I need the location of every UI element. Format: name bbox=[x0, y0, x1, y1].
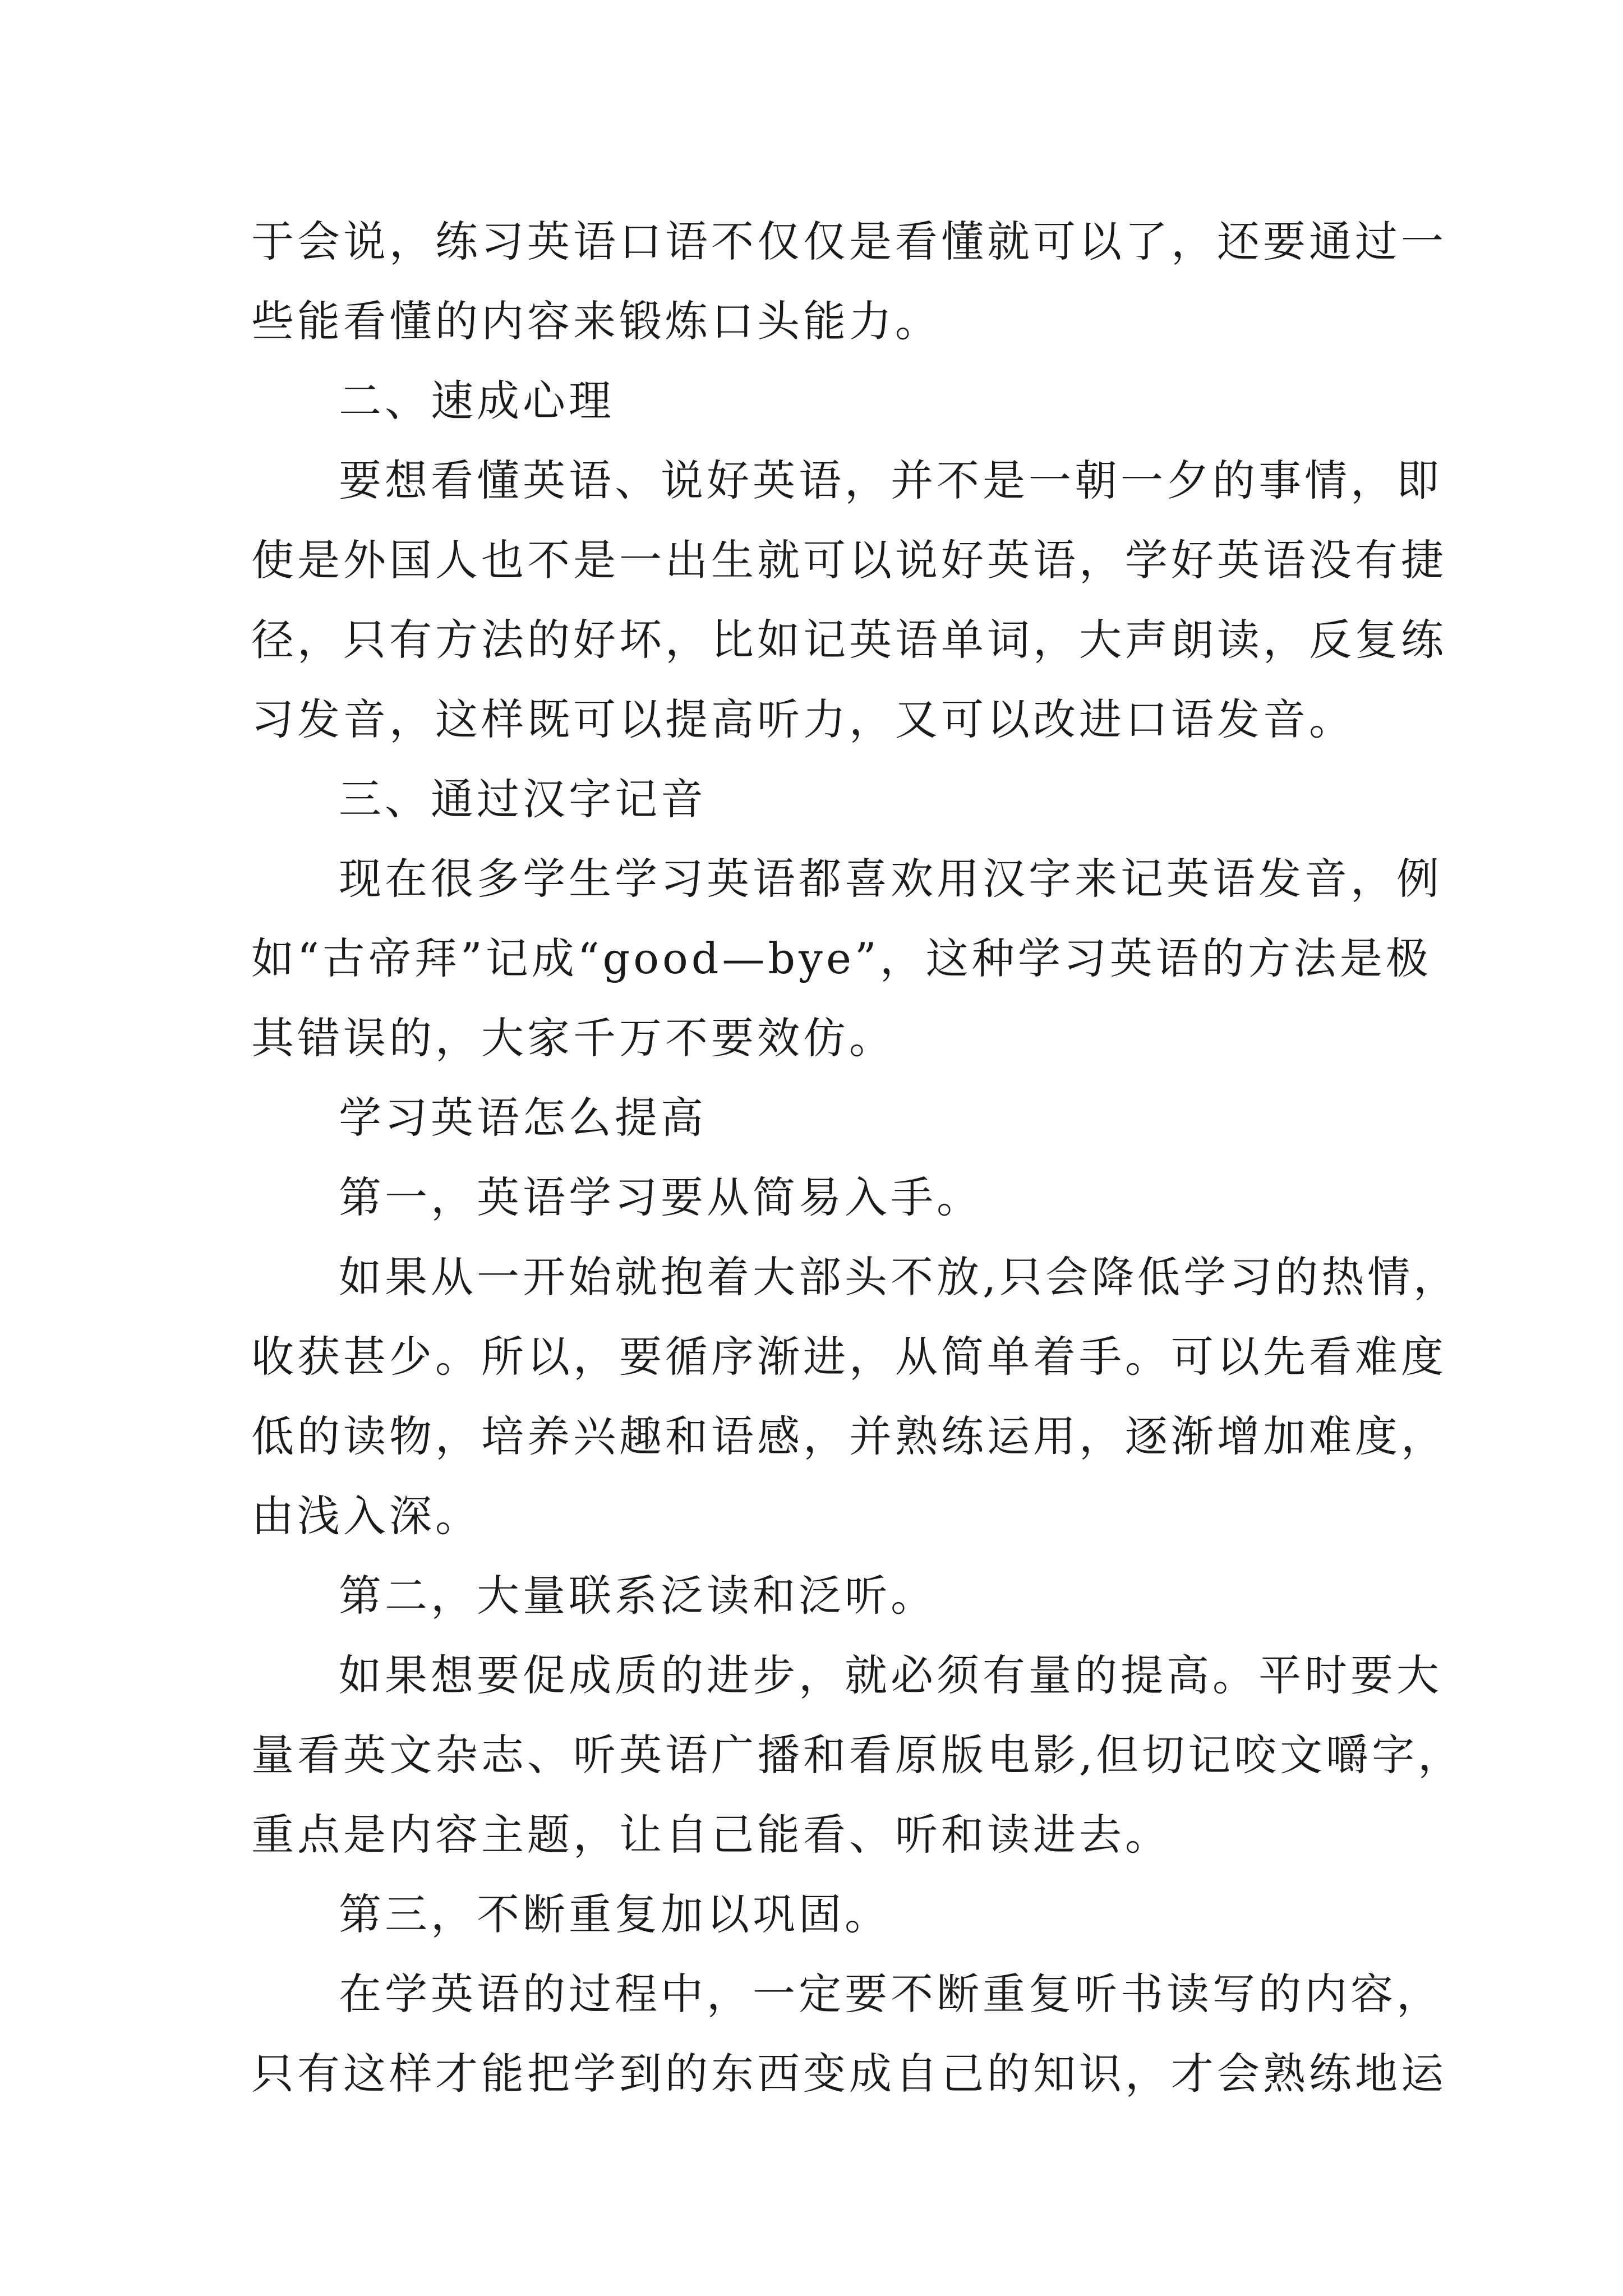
text-line: 三、通过汉字记音 bbox=[339, 774, 707, 824]
document-body bbox=[251, 202, 1464, 2114]
text-line: 径，只有方法的好坏，比如记英语单词，大声朗读，反复练 bbox=[251, 615, 1447, 665]
text-line: 由浅入深。 bbox=[251, 1491, 481, 1541]
text-line: 使是外国人也不是一出生就可以说好英语，学好英语没有捷 bbox=[251, 535, 1447, 585]
text-line: 第一，英语学习要从简易入手。 bbox=[339, 1172, 983, 1222]
text-line: 量看英文杂志、听英语广播和看原版电影,但切记咬文嚼字， bbox=[251, 1730, 1464, 1780]
text-line: 收获甚少。所以，要循序渐进，从简单着手。可以先看难度 bbox=[251, 1332, 1447, 1382]
text-line: 第三，不断重复加以巩固。 bbox=[339, 1889, 891, 1939]
text-line: 第二，大量联系泛读和泛听。 bbox=[339, 1571, 937, 1621]
text-line: 学习英语怎么提高 bbox=[339, 1093, 707, 1143]
text-line: 重点是内容主题，让自己能看、听和读进去。 bbox=[251, 1810, 1171, 1860]
text-line: 如果从一开始就抱着大部头不放,只会降低学习的热情， bbox=[339, 1252, 1460, 1302]
text-line: 要想看懂英语、说好英语，并不是一朝一夕的事情，即 bbox=[339, 455, 1442, 505]
text-line: 于会说，练习英语口语不仅仅是看懂就可以了，还要通过一 bbox=[251, 217, 1447, 266]
text-line: 低的读物，培养兴趣和语感，并熟练运用，逐渐增加难度， bbox=[251, 1411, 1447, 1461]
text-line: 如果想要促成质的进步，就必须有量的提高。平时要大 bbox=[339, 1650, 1442, 1700]
text-line: 如“古帝拜”记成“good—bye”，这种学习英语的方法是极 bbox=[251, 933, 1432, 983]
text-line: 其错误的，大家千万不要效仿。 bbox=[251, 1013, 895, 1063]
text-line: 在学英语的过程中，一定要不断重复听书读写的内容， bbox=[339, 1969, 1442, 2019]
text-line: 只有这样才能把学到的东西变成自己的知识，才会熟练地运 bbox=[251, 2049, 1447, 2099]
text-line: 二、速成心理 bbox=[339, 376, 615, 426]
text-line: 现在很多学生学习英语都喜欢用汉字来记英语发音，例 bbox=[339, 854, 1442, 904]
text-line: 些能看懂的内容来锻炼口头能力。 bbox=[251, 296, 941, 346]
text-line: 习发音，这样既可以提高听力，又可以改进口语发音。 bbox=[251, 694, 1355, 744]
